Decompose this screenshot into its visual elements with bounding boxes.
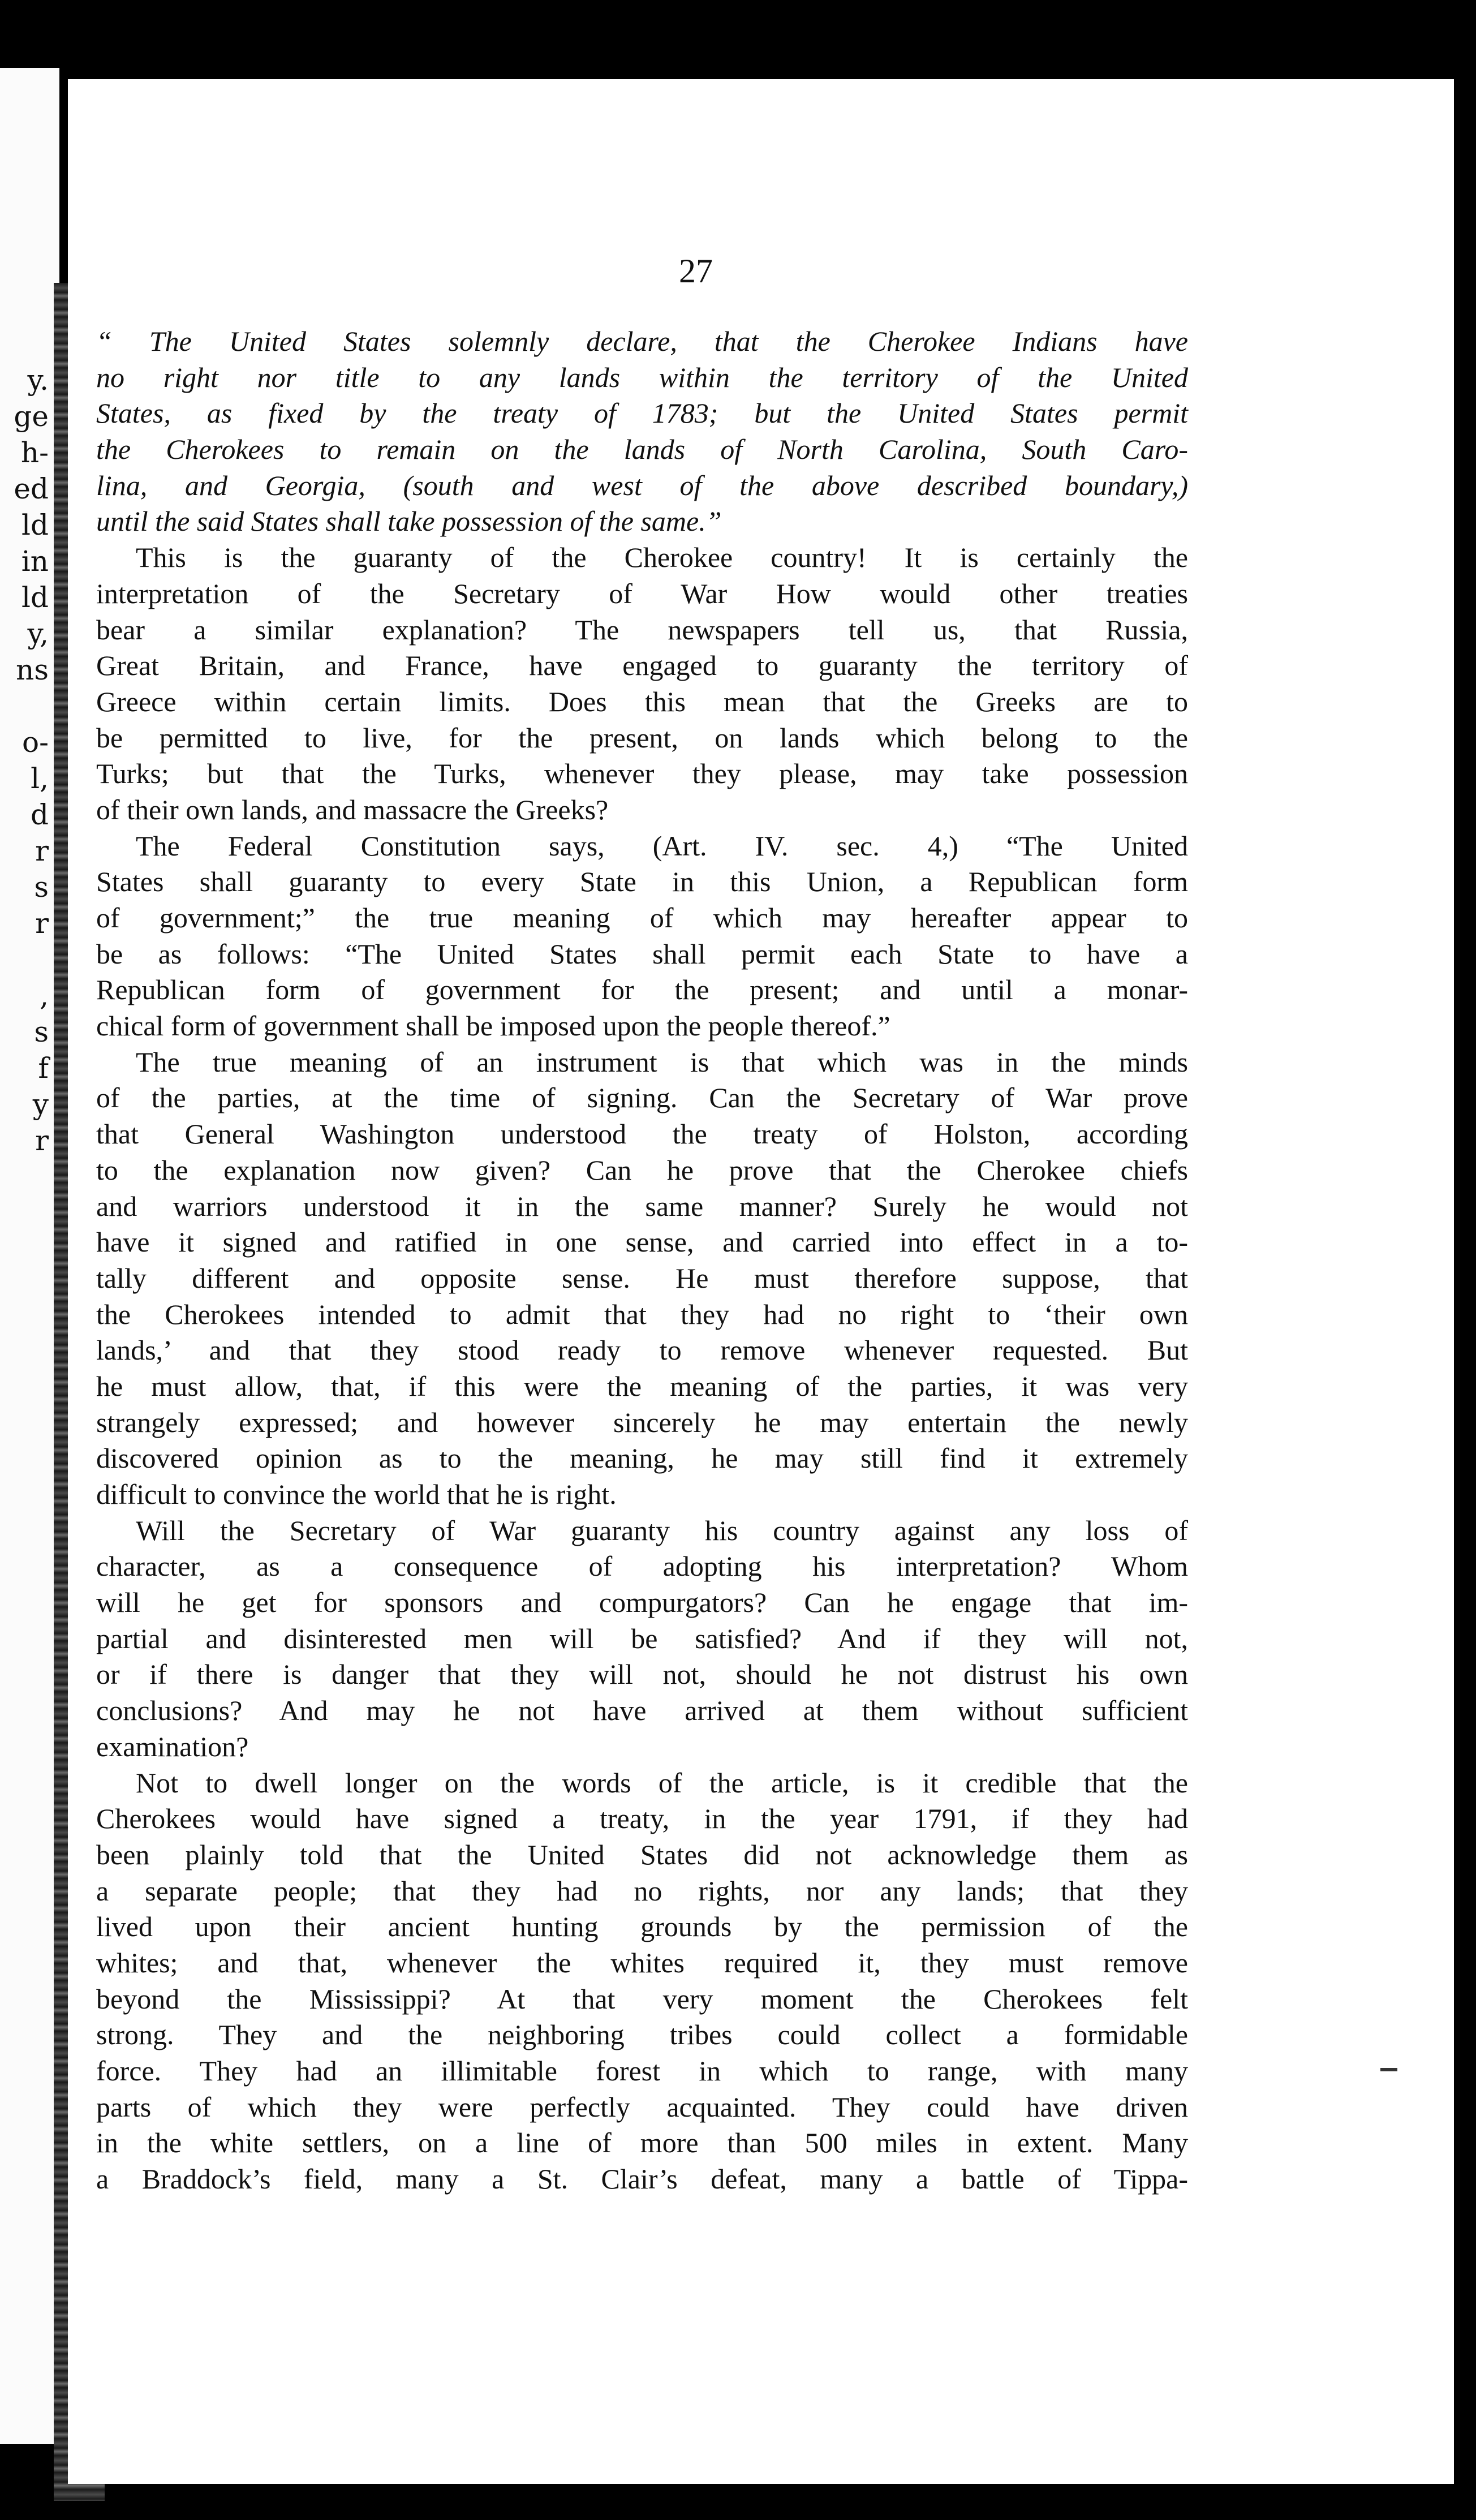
text-line: Cherokees would have signed a treaty, in the year 1791, if they had — [96, 1803, 1188, 1835]
margin-fragment: , — [40, 979, 49, 1012]
text-line: Not to dwell longer on the words of the article, is it credible that the — [136, 1766, 1188, 1799]
text-line: Will the Secretary of War guaranty his country against any loss of — [136, 1514, 1188, 1546]
text-line: beyond the Mississippi? At that very moment the Cherokees felt — [96, 1983, 1188, 2015]
margin-fragment: y — [32, 1088, 49, 1121]
text-line: force. They had an illimitable forest in which to range, with many — [96, 2055, 1188, 2087]
text-line: strangely expressed; and however sincerely he may entertain the newly — [96, 1406, 1188, 1438]
text-line: examination? — [96, 1730, 249, 1762]
quote-line: until the said States shall take possession of the same.” — [96, 505, 722, 537]
text-line: of their own lands, and massacre the Greeks? — [96, 793, 609, 825]
text-line: that General Washington understood the treaty of Holston, according — [96, 1118, 1188, 1150]
margin-fragment: o- — [22, 726, 49, 759]
text-line: of government;” the true meaning of which may hereafter appear to — [96, 902, 1188, 934]
margin-fragment: h- — [20, 436, 49, 469]
quote-line: “ The United States solemnly declare, that the Cherokee Indians have — [96, 325, 1188, 357]
text-line: difficult to convince the world that he is right. — [96, 1478, 617, 1510]
paragraph — [96, 828, 1188, 1044]
text-line: be permitted to live, for the present, on lands which belong to the — [96, 721, 1188, 754]
body-text — [96, 324, 1188, 2198]
text-line: whites; and that, whenever the whites required it, they must remove — [96, 1946, 1188, 1979]
margin-fragment: in — [21, 545, 49, 578]
margin-fragment: ld — [21, 581, 49, 614]
text-line: Turks; but that the Turks, whenever they please, may take possession — [96, 758, 1188, 790]
text-line: interpretation of the Secretary of War How would other treaties — [96, 577, 1188, 609]
quote-line: States, as fixed by the treaty of 1783; but the United States permit — [96, 397, 1188, 429]
margin-fragment: r — [35, 907, 49, 940]
margin-fragment: s — [34, 1016, 49, 1048]
quote-line: the Cherokees to remain on the lands of North Carolina, South Caro- — [96, 433, 1188, 466]
paragraph — [96, 540, 1188, 828]
quote-line: lina, and Georgia, (south and west of the above described boundary,) — [96, 469, 1188, 501]
margin-fragment: f — [38, 1052, 49, 1085]
margin-fragment — [0, 941, 49, 978]
text-line: lands,’ and that they stood ready to remove whenever requested. But — [96, 1334, 1188, 1366]
margin-fragment: ld — [21, 509, 49, 541]
text-line: partial and disinterested men will be satisfied? And if they will not, — [96, 1622, 1188, 1654]
paragraph — [96, 1513, 1188, 1765]
text-line: he must allow, that, if this were the meaning of the parties, it was very — [96, 1370, 1188, 1402]
text-line: States shall guaranty to every State in this Union, a Republican form — [96, 866, 1188, 898]
text-line: chical form of government shall be imposed upon the people thereof.” — [96, 1010, 890, 1042]
page-number: 27 — [679, 252, 713, 290]
book-page — [68, 79, 1454, 2484]
margin-fragment: y. — [27, 364, 49, 397]
text-line: and warriors understood it in the same manner? Surely he would not — [96, 1190, 1188, 1222]
text-line: a Braddock’s field, many a St. Clair’s defeat, many a battle of Tippa- — [96, 2163, 1188, 2195]
margin-fragment: ns — [16, 653, 49, 686]
text-line: been plainly told that the United States did not acknowledge them as — [96, 1838, 1188, 1870]
text-line: character, as a consequence of adopting his interpretation? Whom — [96, 1550, 1188, 1582]
text-line: of the parties, at the time of signing. Can the Secretary of War prove — [96, 1082, 1188, 1114]
text-line: be as follows: “The United States shall permit each State to have a — [96, 938, 1188, 970]
margin-fragment: r — [35, 1124, 49, 1157]
text-line: conclusions? And may he not have arrived at them without sufficient — [96, 1695, 1188, 1727]
text-line: to the explanation now given? Can he prove that the Cherokee chiefs — [96, 1154, 1188, 1186]
text-line: the Cherokees intended to admit that they had no right to ‘their own — [96, 1298, 1188, 1330]
margin-fragment: d — [30, 798, 49, 831]
margin-fragment — [0, 688, 49, 724]
text-line: parts of which they were perfectly acquainted. They could have driven — [96, 2091, 1188, 2123]
paragraph — [96, 1044, 1188, 1513]
text-line: lived upon their ancient hunting grounds by the permission of the — [96, 1911, 1188, 1943]
text-line: strong. They and the neighboring tribes could collect a formidable — [96, 2019, 1188, 2051]
text-line: This is the guaranty of the Cherokee country! It is certainly the — [136, 541, 1188, 574]
margin-fragment: s — [34, 871, 49, 904]
text-line: or if there is danger that they will not, should he not distrust his own — [96, 1658, 1188, 1691]
text-line: The Federal Constitution says, (Art. IV. sec. 4,) “The United — [136, 829, 1188, 862]
margin-fragment: ed — [14, 472, 49, 505]
text-line: tally different and opposite sense. He must therefore suppose, that — [96, 1262, 1188, 1294]
quoted-declaration — [96, 324, 1188, 540]
text-line: bear a similar explanation? The newspapers tell us, that Russia, — [96, 613, 1188, 646]
text-line: a separate people; that they had no rights, nor any lands; that they — [96, 1874, 1188, 1907]
quote-line: no right nor title to any lands within the territory of the United — [96, 361, 1188, 393]
margin-fragment: ge — [14, 400, 49, 433]
margin-fragment: l, — [31, 762, 49, 795]
text-line: Greece within certain limits. Does this mean that the Greeks are to — [96, 685, 1188, 717]
text-line: will he get for sponsors and compurgators? Can he engage that im- — [96, 1586, 1188, 1619]
text-line: discovered opinion as to the meaning, he may still find it extremely — [96, 1442, 1188, 1474]
text-line: have it signed and ratified in one sense, and carried into effect in a to- — [96, 1226, 1188, 1258]
text-line: The true meaning of an instrument is that which was in the minds — [136, 1046, 1188, 1078]
text-line: Great Britain, and France, have engaged to guaranty the territory of — [96, 650, 1188, 682]
margin-fragment: y, — [27, 617, 49, 650]
stray-mark — [1380, 2068, 1397, 2071]
margin-fragment: r — [35, 835, 49, 867]
previous-page-edge — [0, 68, 59, 2444]
previous-page-fragments — [0, 362, 49, 1159]
text-line: Republican form of government for the present; and until a monar- — [96, 974, 1188, 1006]
paragraphs — [96, 540, 1188, 2198]
paragraph — [96, 1765, 1188, 2198]
text-line: in the white settlers, on a line of more than 500 miles in extent. Many — [96, 2127, 1188, 2159]
